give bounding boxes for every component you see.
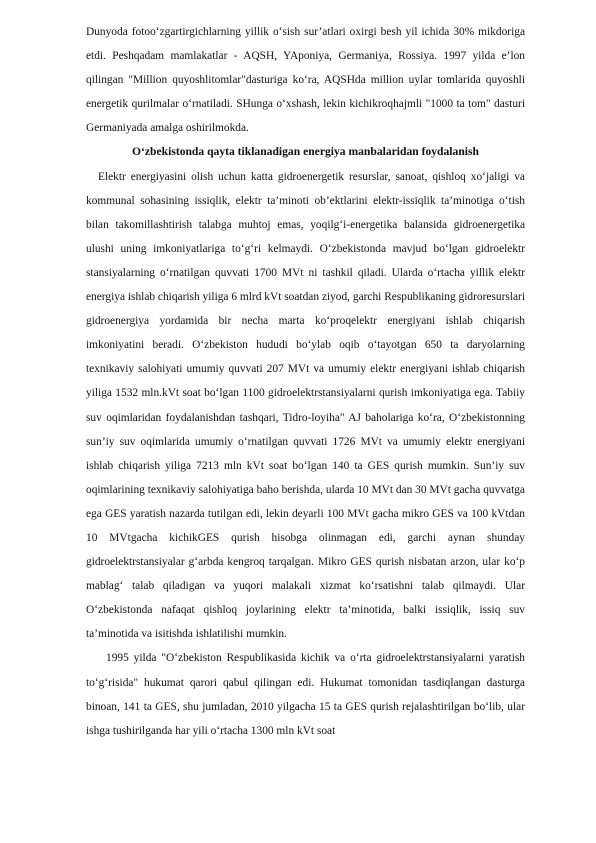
paragraph-intro: Dunyoda fotoo‘zgartirgichlarning yillik o‘sish sur’atlari oxirgi besh yil ichida 30% mikdoriga etdi. Peshqadam mamlakatlar - AQSH, YAponiya, Germaniya, Rossiya. 1997 yilda e’lon qilingan "Million quyoshlitomlar"dasturiga ko‘ra, AQSHda million uylar tomlarida quyoshli energetik qurilmalar o‘rnatiladi. SHunga o‘xshash, lekin kichikroqhajmli "1000 ta tom" dasturi Germaniyada amalga oshirilmokda.	[86, 26, 525, 135]
paragraph-hydro: Elektr energiyasini olish uchun katta gidroenergetik resurslar, sanoat, qishloq xo‘jaligi va kommunal sohasining issiqlik, elektr ta’minoti ob’ektlarini elektr-issiqlik ta’minotiga o‘tish bilan takomillashtirish talabga muhtoj emas, yoqilg‘i-energetika balansida gidroenergetika ulushi uning imkoniyatlariga to‘g‘ri kelmaydi. O‘zbekistonda mavjud bo‘lgan gidroelektr stansiyalarning o‘rnatilgan quvvati 1700 MVt ni tashkil qiladi. Ularda o‘rtacha yillik elektr energiya ishlab chiqarish yiliga 6 mlrd kVt soatdan ziyod, garchi Respublikaning gidroresurslari gidroenergiya yordamida bir necha marta ko‘proqelektr energiyani ishlab chiqarish imkoniyatini beradi. O‘zbekiston hududi bo‘ylab oqib o‘tayotgan 650 ta daryolarning texnikaviy salohiyati umumiy quvvati 207 MVt va umumiy elektr energiyani ishlab chiqarish yiliga 1532 mln.kVt soat bo‘lgan 1100 gidroelektrstansiyalarni qurish imkoniyatiga ega. Tabiiy suv oqimlaridan foydalanishdan tashqari, Tidro-loyiha" AJ baholariga ko‘ra, O‘zbekistonning sun’iy suv oqimlarida umumiy o‘rnatilgan quvvati 1726 MVt va umumiy elektr energiyani ishlab chiqarish yiliga 7213 mln kVt soat bo‘lgan 140 ta GES qurish mumkin. Sun’iy suv oqimlarining texnikaviy salohiyatiga baho berishda, ularda 10 MVt dan 30 MVt gacha quvvatga ega GES yaratish nazarda tutilgan edi, lekin deyarli 100 MVt gacha mikro GES va 100 kVtdan 10 MVtgacha kichikGES qurish hisobga olinmagan edi, garchi aynan shunday gidroelektrstansiyalar g‘arbda kengroq tarqalgan. Mikro GES qurish nisbatan arzon, ular ko‘p mablag‘ talab qiladigan va yuqori malakali xizmat ko‘rsatishni talab qilmaydi. Ular O‘zbekistonda nafaqat qishloq joylarining elektr ta’minotida, balki issiqlik, issiq suv ta’minotida va isitishda ishlatilishi mumkin.	[86, 170, 525, 641]
paragraph-decree: 1995 yilda "O‘zbekiston Respublikasida kichik va o‘rta gidroelektrstansiyalarni yaratish to‘g‘risida" hukumat qarori qabul qilingan edi. Hukumat tomonidan tasdiqlangan dasturga binoan, 141 ta GES, shu jumladan, 2010 yilgacha 15 ta GES qurish rejalashtirilgan bo‘lib, ular ishga tushirilganda har yili o‘rtacha 1300 mln kVt soat	[86, 652, 525, 737]
document-page	[86, 20, 525, 743]
section-heading: O‘zbekistonda qayta tiklanadigan energiya manbalaridan foydalanish	[132, 145, 479, 159]
